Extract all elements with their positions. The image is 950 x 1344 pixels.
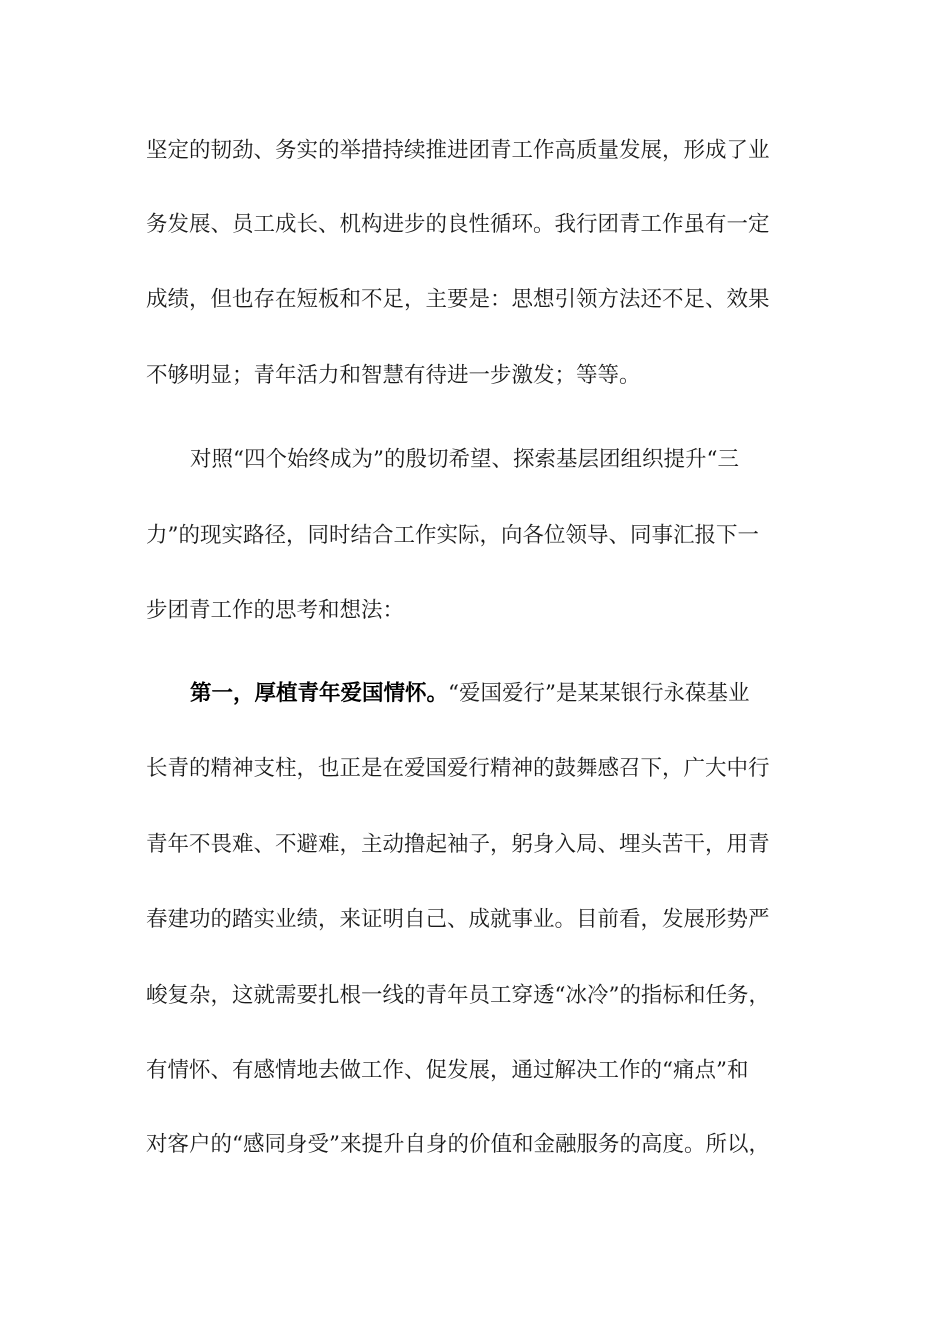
paragraph-line: 成绩，但也存在短板和不足，主要是：思想引领方法还不足、效果 (146, 287, 770, 312)
paragraph-line: 务发展、员工成长、机构进步的良性循环。我行团青工作虽有一定 (146, 212, 770, 237)
paragraph-first-line (190, 679, 826, 709)
paragraph-line: 不够明显；青年活力和智慧有待进一步激发；等等。 (146, 363, 641, 388)
paragraph-line: 力”的现实路径，同时结合工作实际，向各位领导、同事汇报下一 (146, 523, 759, 548)
paragraph-line: 对客户的“感同身受”来提升自身的价值和金融服务的高度。所以， (146, 1132, 770, 1157)
paragraph-text: “爱国爱行”是某某银行永葆基业 (448, 681, 750, 706)
paragraph-line: 坚定的韧劲、务实的举措持续推进团青工作高质量发展，形成了业 (146, 138, 770, 163)
section-heading: 第一，厚植青年爱国情怀。 (190, 681, 449, 706)
paragraph-line: 长青的精神支柱，也正是在爱国爱行精神的鼓舞感召下，广大中行 (146, 756, 770, 781)
paragraph-line: 峻复杂，这就需要扎根一线的青年员工穿透“冰冷”的指标和任务， (146, 983, 770, 1008)
paragraph-line: 春建功的踏实业绩，来证明自己、成就事业。目前看，发展形势严 (146, 907, 770, 932)
paragraph-line: 步团青工作的思考和想法： (146, 598, 405, 623)
paragraph-line: 对照“四个始终成为”的殷切希望、探索基层团组织提升“三 (190, 447, 739, 472)
paragraph-line: 有情怀、有感情地去做工作、促发展，通过解决工作的“痛点”和 (146, 1058, 749, 1083)
paragraph-line: 青年不畏难、不避难，主动撸起袖子，躬身入局、埋头苦干，用青 (146, 832, 770, 857)
